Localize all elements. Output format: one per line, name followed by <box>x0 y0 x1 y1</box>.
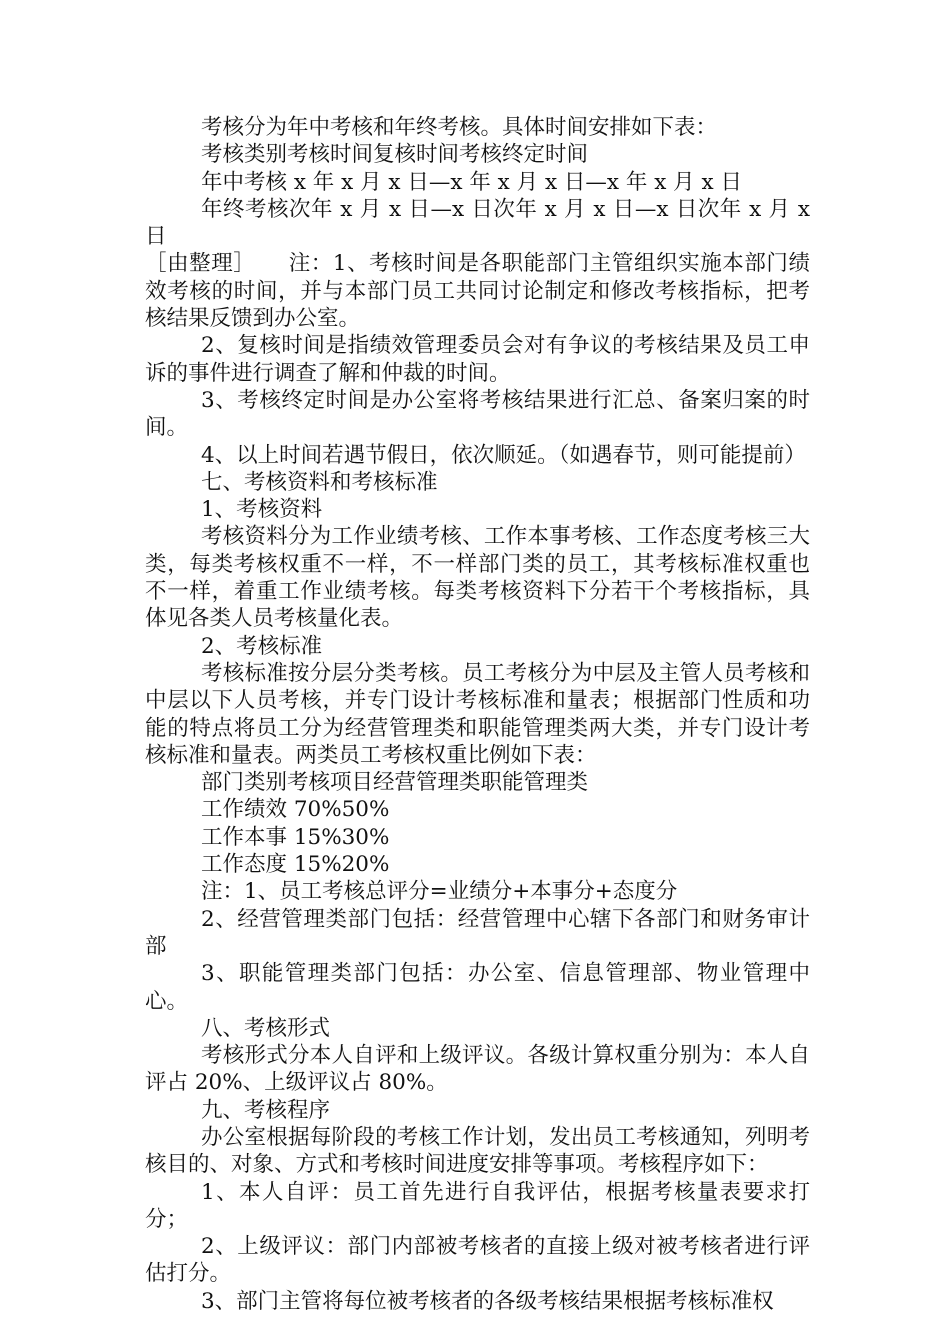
paragraph-16: 2、经营管理类部门包括：经营管理中心辖下各部门和财务审计部 <box>145 906 810 959</box>
section-heading-9: 九、考核程序 <box>201 1097 331 1123</box>
paragraph-15: 注：1、员工考核总评分=业绩分+本事分+态度分 <box>201 879 678 905</box>
paragraph-2: 考核类别考核时间复核时间考核终定时间 <box>201 142 589 168</box>
paragraph-18: 考核形式分本人自评和上级评议。各级计算权重分别为：本人自评占 20%、上级评议占 80%。 <box>145 1043 810 1096</box>
paragraph-3: 年中考核 x 年 x 月 x 日—x 年 x 月 x 日—x 年 x 月 x 日 <box>201 169 742 195</box>
paragraph-7: 3、考核终定时间是办公室将考核结果进行汇总、备案归案的时间。 <box>145 387 810 441</box>
paragraph-12: 工作绩效 70%50% <box>201 797 390 823</box>
paragraph-5: ［由整理］ 注：1、考核时间是各职能部门主管组织实施本部门绩效考核的时间，并与本部门员工共同讨论制定和修改考核指标，把考核结果反馈到办公室。 <box>145 251 810 332</box>
paragraph-20: 1、本人自评：员工首先进行自我评估，根据考核量表要求打分； <box>145 1179 810 1232</box>
paragraph-8: 4、以上时间若遇节假日，依次顺延。（如遇春节，则可能提前） <box>201 442 806 468</box>
document-body <box>145 114 810 1315</box>
paragraph-6: 2、复核时间是指绩效管理委员会对有争议的考核结果及员工申诉的事件进行调查了解和仲裁的时间。 <box>145 333 810 386</box>
paragraph-19: 办公室根据每阶段的考核工作计划，发出员工考核通知，列明考核目的、对象、方式和考核时间进度安排等事项。考核程序如下： <box>145 1124 810 1178</box>
paragraph-1: 考核分为年中考核和年终考核。具体时间安排如下表： <box>201 115 718 140</box>
paragraph-17: 3、职能管理类部门包括：办公室、信息管理部、物业管理中心。 <box>145 961 810 1014</box>
paragraph-22: 3、部门主管将每位被考核者的各级考核结果根据考核标准权 <box>201 1288 774 1314</box>
paragraph-14: 工作态度 15%20% <box>201 852 390 878</box>
section-heading-7: 七、考核资料和考核标准 <box>201 469 438 495</box>
paragraph-21: 2、上级评议：部门内部被考核者的直接上级对被考核者进行评估打分。 <box>145 1234 810 1287</box>
paragraph-13: 工作本事 15%30% <box>201 824 390 850</box>
paragraph-10: 考核标准按分层分类考核。员工考核分为中层及主管人员考核和中层以下人员考核，并专门设计考核标准和量表；根据部门性质和功能的特点将员工分为经营管理类和职能管理类两大类，并专门设计考核标准和量表。两类员工考核权重比例如下表： <box>145 660 810 768</box>
paragraph-11: 部门类别考核项目经营管理类职能管理类 <box>201 770 589 796</box>
subheading-1: 1、考核资料 <box>201 497 323 523</box>
paragraph-4: 年终考核次年 x 月 x 日—x 日次年 x 月 x 日—x 日次年 x 月 x 日 <box>145 196 810 250</box>
section-heading-8: 八、考核形式 <box>201 1015 331 1041</box>
subheading-2: 2、考核标准 <box>201 633 323 659</box>
paragraph-9: 考核资料分为工作业绩考核、工作本事考核、工作态度考核三大类，每类考核权重不一样，不一样部门类的员工，其考核标准权重也不一样，着重工作业绩考核。每类考核资料下分若干个考核指标，具体见各类人员考核量化表。 <box>145 524 810 632</box>
